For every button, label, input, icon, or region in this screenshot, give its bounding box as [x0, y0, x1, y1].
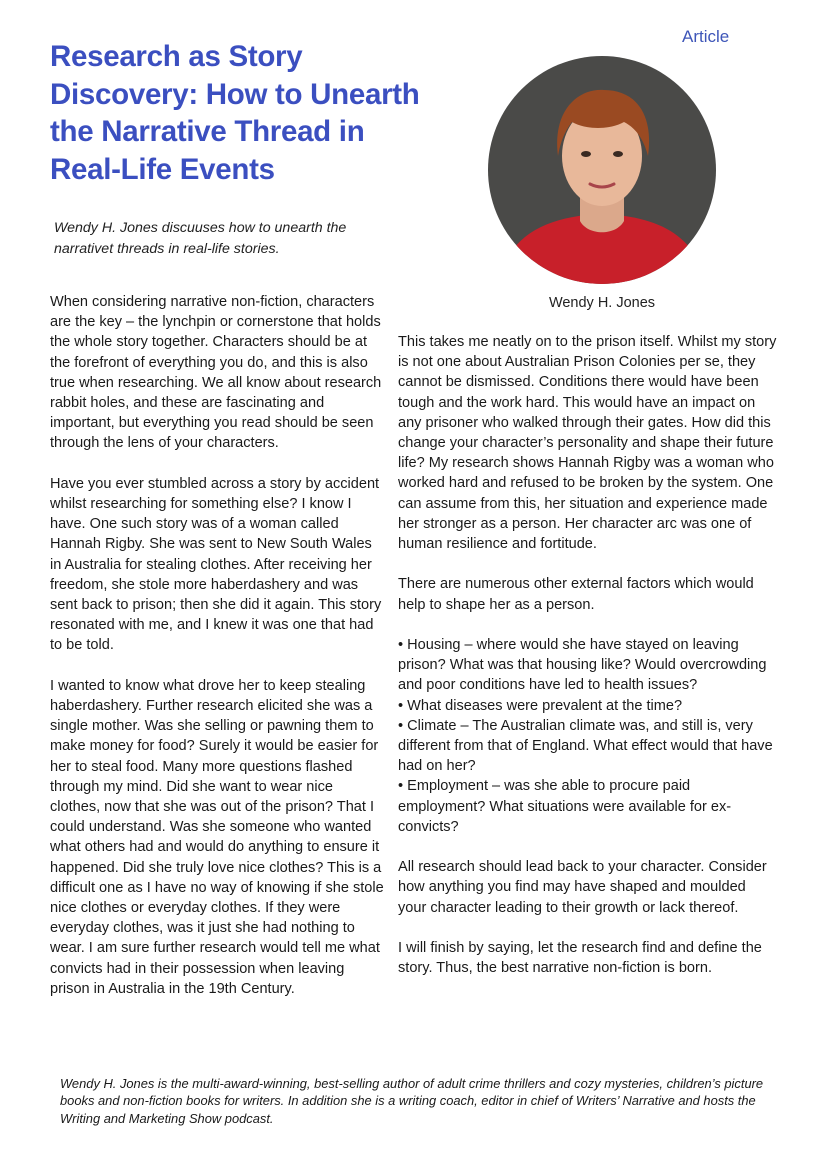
standfirst: Wendy H. Jones discuuses how to unearth the narrativet threads in real-life stories. — [54, 220, 347, 257]
author-bio: Wendy H. Jones is the multi-award-winning, best-selling author of adult crime thrillers and cozy mysteries, children’s picture books and non-fiction books for writers. In addition she is a writing coach, editor in chief of Writers’ Narrative and hosts the Writing and Marketing Show podcast. — [60, 1076, 764, 1126]
list-item: • Employment – was she able to procure paid employment? What situations were available for ex-convicts? — [398, 778, 732, 835]
body-paragraph: I will finish by saying, let the research find and define the story. Thus, the best narrative non-fiction is born. — [398, 940, 762, 977]
list-item: • What diseases were prevalent at the time? — [398, 697, 683, 714]
body-paragraph: When considering narrative non-fiction, characters are the key – the lynchpin or cornerstone that holds the whole story together. Characters should be at the forefront of everything you do, and this is also true when researching. We all know about research rabbit holes, and these are fascinating and important, but everything you read should be seen through the lens of your characters. — [50, 294, 382, 452]
author-portrait — [488, 56, 716, 284]
body-paragraph: Have you ever stumbled across a story by accident whilst researching for something else? I know I have. One such story was of a woman called Hannah Rigby. She was sent to New South Wales in Australia for stealing clothes. After receiving her freedom, she stole more haberdashery and was sent back to prison; then she did it again. This story resonated with me, and I knew it was one that had to be told. — [50, 475, 382, 654]
body-paragraph: This takes me neatly on to the prison itself. Whilst my story is not one about Australian Prison Colonies per se, they cannot be dismissed. Conditions there would have been tough and the work hard. This would have an impact on any prisoner who walked through their gates. How did this change your character’s personality and shape their future life? My research shows Hannah Rigby was a woman who worked hard and refused to be broken by the system. One can assume from this, her situation and experience made her stronger as a person. Her character arc was one of human resilience and fortitude. — [398, 334, 777, 553]
portrait-illustration — [488, 56, 716, 284]
body-paragraph: I wanted to know what drove her to keep stealing haberdashery. Further research elicited she was a single mother. Was she selling or pawning them to make money for food? Surely it would be easier for her to steal food. Many more questions flashed through my mind. Did she want to wear nice clothes, now that she was out of the prison? That I could understand. Was she someone who wanted what others had and would do anything to ensure it happened. Did she truly love nice clothes? This is a difficult one as I have no way of knowing if she stole nice clothes or everyday clothes. If they were everyday clothes, was it just she had nothing to wear. I am sure further research would tell me what convicts had in their possession when leaving prison in Australia in the 19th Century. — [50, 677, 384, 997]
factors-list — [398, 635, 778, 837]
body-paragraph: All research should lead back to your character. Consider how anything you find may have shaped and moulded your character leading to their growth or lack thereof. — [398, 859, 767, 916]
section-label: Article — [682, 27, 730, 46]
portrait-caption: Wendy H. Jones — [548, 295, 656, 311]
right-column — [398, 332, 778, 978]
left-column — [50, 292, 386, 999]
portrait-eye-right — [613, 151, 623, 157]
list-item: • Housing – where would she have stayed on leaving prison? What was that housing like? Would overcrowding and poor conditions have led to health issues? — [398, 637, 767, 694]
portrait-eye-left — [581, 151, 591, 157]
list-item: • Climate – The Australian climate was, and still is, very different from that of England. What effect would that have had on her? — [398, 717, 773, 775]
article-headline: Research as Story Discovery: How to Unearth the Narrative Thread in Real-Life Events — [50, 40, 420, 186]
body-paragraph: There are numerous other external factors which would help to shape her as a person. — [398, 576, 754, 613]
